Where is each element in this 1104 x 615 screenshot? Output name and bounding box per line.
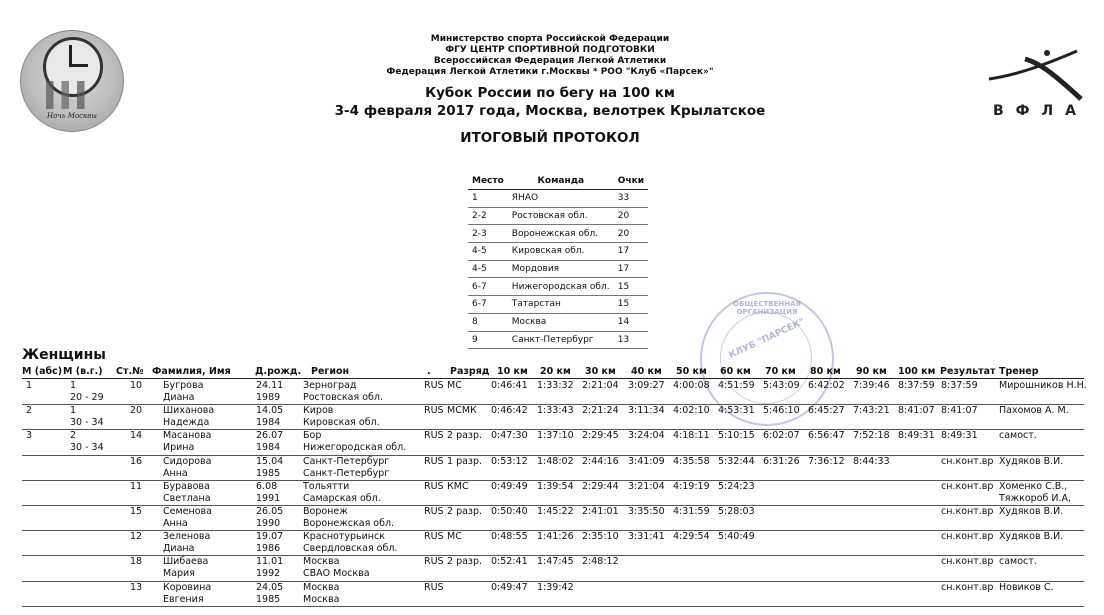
coach: Худяков В.И. xyxy=(999,455,1064,467)
stamp-middle-text: КЛУБ "ПАРСЕК" xyxy=(727,317,807,361)
team-points: 17 xyxy=(614,260,648,278)
team-points: 15 xyxy=(614,278,648,296)
rank: МС xyxy=(447,380,462,391)
region: Свердловская обл. xyxy=(303,543,398,555)
split-40km: 3:31:41 xyxy=(628,531,665,543)
birth-date: 11.01 xyxy=(256,556,284,568)
athlete-surname: Зеленова xyxy=(163,531,211,543)
split-100km: 8:37:59 xyxy=(898,380,935,391)
birth-date: 19.07 xyxy=(256,531,284,543)
team-name: Ростовская обл. xyxy=(508,207,614,225)
result: сн.конт.вр xyxy=(941,455,994,467)
split-30km: 2:44:16 xyxy=(582,455,619,467)
country: RUS xyxy=(424,430,444,442)
athlete-firstname: Диана xyxy=(163,543,195,555)
team-place: 6-7 xyxy=(468,278,508,296)
col-place: Место xyxy=(468,173,508,190)
birth-year: 1989 xyxy=(256,392,281,403)
split-40km: 3:35:50 xyxy=(628,506,665,517)
team-place: 8 xyxy=(468,313,508,331)
split-10km: 0:49:49 xyxy=(491,480,528,492)
col-20km: 20 км xyxy=(540,366,571,377)
split-30km: 2:41:01 xyxy=(582,506,619,517)
split-30km: 2:48:12 xyxy=(582,556,619,568)
row-divider xyxy=(22,606,1084,607)
region: Кировская обл. xyxy=(303,417,380,429)
header-line-4: Федерация Легкой Атлетики г.Москвы * РОО "Клуб «Парсек»" xyxy=(386,67,714,77)
age-place: 2 xyxy=(70,430,77,442)
coach: Худяков В.И. xyxy=(999,531,1064,543)
country: RUS xyxy=(424,380,444,391)
region: СВАО Москва xyxy=(303,568,370,580)
coach: Худяков В.И. xyxy=(999,506,1064,517)
split-30km: 2:29:45 xyxy=(582,430,619,442)
col-rank: Разряд xyxy=(450,366,490,377)
athlete-surname: Семенова xyxy=(163,506,212,517)
team-place: 4-5 xyxy=(468,260,508,278)
city: Тольятти xyxy=(303,480,350,492)
birth-year: 1985 xyxy=(256,467,281,479)
athlete-firstname: Светлана xyxy=(163,492,211,504)
split-20km: 1:37:10 xyxy=(537,430,574,442)
coach: самост. xyxy=(999,556,1037,568)
team-name: Санкт-Петербург xyxy=(508,331,614,349)
team-place: 9 xyxy=(468,331,508,349)
split-10km: 0:50:40 xyxy=(491,506,528,517)
team-points: 17 xyxy=(614,243,648,261)
result: сн.конт.вр xyxy=(941,531,994,543)
city: Санкт-Петербург xyxy=(303,455,390,467)
header-line-1: Министерство спорта Российской Федерации xyxy=(430,34,670,44)
bib-number: 12 xyxy=(130,531,143,543)
birth-date: 14.05 xyxy=(256,405,284,417)
athlete-surname: Бугрова xyxy=(163,380,204,391)
team-place: 6-7 xyxy=(468,296,508,314)
bib-number: 20 xyxy=(130,405,143,417)
team-row xyxy=(468,260,648,278)
split-90km: 7:43:21 xyxy=(853,405,890,417)
split-60km: 5:10:15 xyxy=(718,430,755,442)
col-80km: 80 км xyxy=(810,366,841,377)
split-10km: 0:53:12 xyxy=(491,455,528,467)
country: RUS xyxy=(424,581,444,593)
col-age-place: М (в.г.) xyxy=(63,366,103,377)
team-row xyxy=(468,278,648,296)
protocol-title: ИТОГОВЫЙ ПРОТОКОЛ xyxy=(460,130,640,146)
birth-year: 1991 xyxy=(256,492,281,504)
city: Зерноград xyxy=(303,380,357,391)
bib-number: 13 xyxy=(130,581,143,593)
team-points: 33 xyxy=(614,190,648,208)
split-70km: 6:02:07 xyxy=(763,430,800,442)
split-60km: 5:32:44 xyxy=(718,455,755,467)
split-40km: 3:21:04 xyxy=(628,480,665,492)
team-name: Москва xyxy=(508,313,614,331)
team-row xyxy=(468,225,648,243)
team-points: 13 xyxy=(614,331,648,349)
team-standings xyxy=(468,173,648,349)
coach: Мирошников Н.Н. xyxy=(999,380,1087,391)
coach: Пахомов А. М. xyxy=(999,405,1069,417)
team-points: 20 xyxy=(614,207,648,225)
split-100km: 8:41:07 xyxy=(898,405,935,417)
team-row xyxy=(468,313,648,331)
abs-place: 1 xyxy=(26,380,33,391)
athlete-surname: Шибаева xyxy=(163,556,209,568)
vfla-swoosh-icon xyxy=(985,45,1085,101)
split-60km: 5:24:23 xyxy=(718,480,755,492)
city: Киров xyxy=(303,405,334,417)
split-10km: 0:46:42 xyxy=(491,405,528,417)
col-region: Регион xyxy=(311,366,350,377)
result: сн.конт.вр xyxy=(941,581,994,593)
athlete-firstname: Мария xyxy=(163,568,195,580)
runners-graphic xyxy=(46,81,98,109)
split-30km: 2:29:44 xyxy=(582,480,619,492)
split-40km: 3:41:09 xyxy=(628,455,665,467)
result: сн.конт.вр xyxy=(941,556,994,568)
abs-place: 2 xyxy=(26,405,33,417)
athlete-firstname: Ирина xyxy=(163,442,195,454)
country: RUS xyxy=(424,531,444,543)
header-line-2: ФГУ ЦЕНТР СПОРТИВНОЙ ПОДГОТОВКИ xyxy=(445,45,655,55)
region: Санкт-Петербург xyxy=(303,467,390,479)
birth-year: 1986 xyxy=(256,543,281,555)
athlete-surname: Шиханова xyxy=(163,405,215,417)
split-20km: 1:33:32 xyxy=(537,380,574,391)
age-place: 1 xyxy=(70,380,77,391)
split-40km: 3:11:34 xyxy=(628,405,665,417)
col-points: Очки xyxy=(614,173,648,190)
athlete-surname: Масанова xyxy=(163,430,212,442)
team-points: 15 xyxy=(614,296,648,314)
region: Самарская обл. xyxy=(303,492,381,504)
split-70km: 6:31:26 xyxy=(763,455,800,467)
team-points: 20 xyxy=(614,225,648,243)
rank: МС xyxy=(447,531,462,543)
age-group: 20 - 29 xyxy=(70,392,104,403)
athlete-surname: Сидорова xyxy=(163,455,212,467)
col-50km: 50 км xyxy=(676,366,707,377)
col-30km: 30 км xyxy=(585,366,616,377)
col-90km: 90 км xyxy=(856,366,887,377)
split-60km: 4:53:31 xyxy=(718,405,755,417)
country: RUS xyxy=(424,480,444,492)
team-points: 14 xyxy=(614,313,648,331)
athlete-firstname: Анна xyxy=(163,518,188,529)
athlete-firstname: Диана xyxy=(163,392,195,403)
rank: 1 разр. xyxy=(447,455,483,467)
split-10km: 0:52:41 xyxy=(491,556,528,568)
team-row xyxy=(468,296,648,314)
city: Краснотурьинск xyxy=(303,531,385,543)
col-70km: 70 км xyxy=(765,366,796,377)
split-80km: 7:36:12 xyxy=(808,455,845,467)
split-60km: 4:51:59 xyxy=(718,380,755,391)
split-30km: 2:21:24 xyxy=(582,405,619,417)
rank: 2 разр. xyxy=(447,430,483,442)
split-50km: 4:29:54 xyxy=(673,531,710,543)
athlete-surname: Коровина xyxy=(163,581,212,593)
split-20km: 1:47:45 xyxy=(537,556,574,568)
col-coach: Тренер xyxy=(999,366,1039,377)
team-place: 2-3 xyxy=(468,225,508,243)
clock-hand xyxy=(70,64,88,67)
vfla-logo xyxy=(985,45,1089,125)
result: 8:49:31 xyxy=(941,430,978,442)
split-10km: 0:49:47 xyxy=(491,581,528,593)
coach-secondary: Тяжкороб И.А, xyxy=(999,492,1071,504)
split-20km: 1:48:02 xyxy=(537,455,574,467)
header-divider xyxy=(22,378,1084,379)
col-10km: 10 км xyxy=(497,366,528,377)
athlete-surname: Буравова xyxy=(163,480,210,492)
city: Бор xyxy=(303,430,322,442)
rank: МСМК xyxy=(447,405,477,417)
team-standings-table xyxy=(468,173,648,349)
coach: самост. xyxy=(999,430,1037,442)
col-dob: Д.рожд. xyxy=(255,366,302,377)
team-row xyxy=(468,331,648,349)
region: Нижегородская обл. xyxy=(303,442,407,454)
birth-date: 15.04 xyxy=(256,455,284,467)
coach: Хоменко С.В., xyxy=(999,480,1068,492)
result: 8:37:59 xyxy=(941,380,978,391)
birth-date: 26.07 xyxy=(256,430,284,442)
city: Воронеж xyxy=(303,506,348,517)
region: Воронежская обл. xyxy=(303,518,395,529)
team-place: 4-5 xyxy=(468,243,508,261)
split-10km: 0:48:55 xyxy=(491,531,528,543)
region: Москва xyxy=(303,593,340,605)
athlete-firstname: Надежда xyxy=(163,417,210,429)
bib-number: 10 xyxy=(130,380,143,391)
team-name: Мордовия xyxy=(508,260,614,278)
col-dot: . xyxy=(427,366,431,377)
rank: КМС xyxy=(447,480,469,492)
event-logo xyxy=(20,30,124,132)
country: RUS xyxy=(424,405,444,417)
athlete-firstname: Анна xyxy=(163,467,188,479)
col-name: Фамилия, Имя xyxy=(152,366,231,377)
birth-year: 1984 xyxy=(256,442,281,454)
split-80km: 6:42:02 xyxy=(808,380,845,391)
split-50km: 4:02:10 xyxy=(673,405,710,417)
split-20km: 1:45:22 xyxy=(537,506,574,517)
rank: 2 разр. xyxy=(447,556,483,568)
age-group: 30 - 34 xyxy=(70,417,104,429)
split-100km: 8:49:31 xyxy=(898,430,935,442)
city: Москва xyxy=(303,556,340,568)
split-90km: 7:39:46 xyxy=(853,380,890,391)
birth-year: 1990 xyxy=(256,518,281,529)
section-title-women: Женщины xyxy=(22,347,106,363)
split-10km: 0:46:41 xyxy=(491,380,528,391)
split-10km: 0:47:30 xyxy=(491,430,528,442)
split-50km: 4:31:59 xyxy=(673,506,710,517)
col-team: Команда xyxy=(508,173,614,190)
event-subtitle: 3-4 февраля 2017 года, Москва, велотрек Крылатское xyxy=(334,103,766,119)
team-row xyxy=(468,243,648,261)
logo-caption: Ночь Москвы xyxy=(47,112,97,120)
col-abs-place: М (абс) xyxy=(22,366,63,377)
split-20km: 1:33:43 xyxy=(537,405,574,417)
team-row xyxy=(468,207,648,225)
split-30km: 2:35:10 xyxy=(582,531,619,543)
country: RUS xyxy=(424,556,444,568)
split-20km: 1:39:54 xyxy=(537,480,574,492)
split-60km: 5:28:03 xyxy=(718,506,755,517)
col-bib: Ст.№ xyxy=(116,366,144,377)
team-name: Воронежская обл. xyxy=(508,225,614,243)
split-30km: 2:21:04 xyxy=(582,380,619,391)
header-line-3: Всероссийская Федерация Легкой Атлетики xyxy=(433,56,667,66)
age-place: 1 xyxy=(70,405,77,417)
stamp-ring-text: ОБЩЕСТВЕННАЯ ОРГАНИЗАЦИЯ xyxy=(733,300,801,316)
result: сн.конт.вр xyxy=(941,480,994,492)
team-place: 2-2 xyxy=(468,207,508,225)
col-100km: 100 км xyxy=(898,366,936,377)
split-60km: 5:40:49 xyxy=(718,531,755,543)
rank: 2 разр. xyxy=(447,506,483,517)
birth-date: 6.08 xyxy=(256,480,278,492)
split-90km: 7:52:18 xyxy=(853,430,890,442)
split-50km: 4:35:58 xyxy=(673,455,710,467)
bib-number: 14 xyxy=(130,430,143,442)
vfla-text: ВФЛА xyxy=(993,103,1089,119)
birth-date: 26.05 xyxy=(256,506,284,517)
col-40km: 40 км xyxy=(631,366,662,377)
abs-place: 3 xyxy=(26,430,33,442)
split-70km: 5:43:09 xyxy=(763,380,800,391)
birth-year: 1985 xyxy=(256,593,281,605)
team-name: Татарстан xyxy=(508,296,614,314)
team-name: Нижегородская обл. xyxy=(508,278,614,296)
col-result: Результат xyxy=(940,366,996,377)
split-20km: 1:39:42 xyxy=(537,581,574,593)
age-group: 30 - 34 xyxy=(70,442,104,454)
split-40km: 3:24:04 xyxy=(628,430,665,442)
bib-number: 16 xyxy=(130,455,143,467)
coach: Новиков С. xyxy=(999,581,1054,593)
split-90km: 8:44:33 xyxy=(853,455,890,467)
country: RUS xyxy=(424,455,444,467)
bib-number: 18 xyxy=(130,556,143,568)
team-table-header xyxy=(468,173,648,190)
team-name: Кировская обл. xyxy=(508,243,614,261)
split-20km: 1:41:26 xyxy=(537,531,574,543)
team-place: 1 xyxy=(468,190,508,208)
split-80km: 6:56:47 xyxy=(808,430,845,442)
birth-year: 1984 xyxy=(256,417,281,429)
city: Москва xyxy=(303,581,340,593)
team-row xyxy=(468,190,648,208)
col-60km: 60 км xyxy=(720,366,751,377)
birth-date: 24.11 xyxy=(256,380,284,391)
split-40km: 3:09:27 xyxy=(628,380,665,391)
split-80km: 6:45:27 xyxy=(808,405,845,417)
team-name: ЯНАО xyxy=(508,190,614,208)
event-title: Кубок России по бегу на 100 км xyxy=(425,85,675,101)
result: сн.конт.вр xyxy=(941,506,994,517)
bib-number: 11 xyxy=(130,480,143,492)
country: RUS xyxy=(424,506,444,517)
birth-year: 1992 xyxy=(256,568,281,580)
split-50km: 4:00:08 xyxy=(673,380,710,391)
athlete-firstname: Евгения xyxy=(163,593,204,605)
birth-date: 24.05 xyxy=(256,581,284,593)
split-50km: 4:18:11 xyxy=(673,430,710,442)
bib-number: 15 xyxy=(130,506,143,517)
region: Ростовская обл. xyxy=(303,392,383,403)
split-50km: 4:19:19 xyxy=(673,480,710,492)
split-70km: 5:46:10 xyxy=(763,405,800,417)
result: 8:41:07 xyxy=(941,405,978,417)
